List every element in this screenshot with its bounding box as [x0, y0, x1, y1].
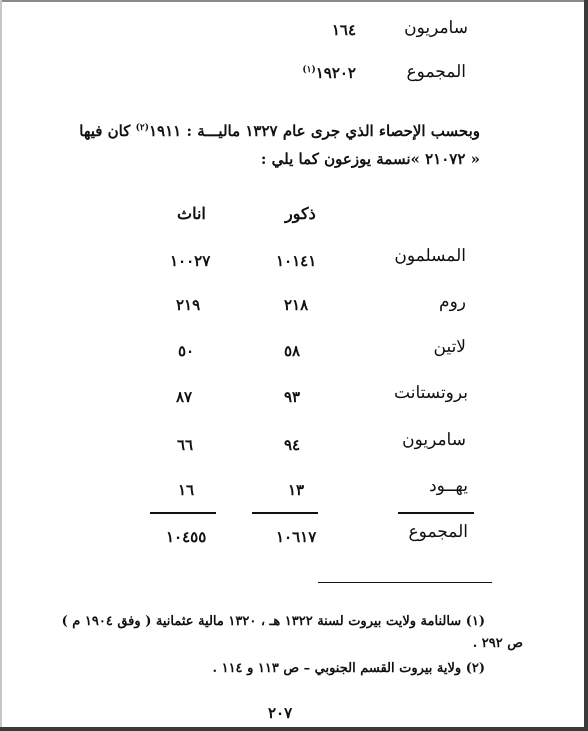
paragraph-footnote-ref: (٢): [135, 123, 149, 133]
top-samaritans-label: سامريون: [404, 18, 468, 38]
males-sum-rule: [252, 512, 318, 514]
row-label-jews: يهــود: [429, 476, 468, 496]
paragraph-line1: [79, 122, 480, 140]
top-total-label: المجموع: [406, 62, 466, 82]
row-females-greek: ٢١٩: [176, 296, 201, 314]
page-frame-top: [0, 0, 588, 2]
page-frame-right: [584, 0, 588, 731]
top-samaritans-value: ١٦٤: [331, 21, 356, 39]
total-label: المجموع: [408, 522, 468, 542]
label-sum-rule: [398, 512, 474, 514]
row-label-samaritans: سامريون: [402, 430, 466, 450]
header-males: ذكور: [285, 204, 316, 223]
header-females: اناث: [177, 204, 206, 223]
row-females-samaritans: ٦٦: [177, 436, 194, 454]
row-males-greek: ٢١٨: [284, 296, 309, 314]
row-label-latin: لاتين: [433, 337, 466, 357]
top-total-value: [302, 64, 356, 82]
page-number: ٢٠٧: [268, 704, 293, 722]
row-label-greek: روم: [439, 292, 466, 312]
paragraph-line1-post: كان فيها: [79, 122, 136, 140]
row-males-jews: ١٣: [288, 481, 305, 499]
row-females-protestants: ٨٧: [176, 388, 193, 406]
total-females: ١٠٤٥٥: [166, 528, 207, 546]
row-females-jews: ١٦: [178, 481, 195, 499]
page-frame-bottom: [0, 727, 588, 731]
row-label-muslims: المسلمون: [394, 246, 466, 266]
footnote-separator: [318, 582, 492, 583]
paragraph-line1-pre: وبحسب الإحصاء الذي جرى عام ١٣٢٧ ماليـــة : ١٩١١: [148, 122, 480, 140]
row-males-latin: ٥٨: [284, 342, 301, 360]
total-males: ١٠٦١٧: [276, 528, 317, 546]
row-females-muslims: ١٠٠٢٧: [170, 252, 211, 270]
females-sum-rule: [150, 512, 216, 514]
page-frame-left: [0, 0, 2, 731]
footnote-2: (٢) ولاية بيروت القسم الجنوبي – ص ١١٣ و ١١٤ .: [212, 661, 485, 676]
row-label-protestants: بروتستانت: [394, 383, 468, 403]
footnote-1-line2: ص ٢٩٢ .: [472, 636, 523, 651]
top-total-number: ١٩٢٠٢: [315, 64, 356, 82]
row-males-samaritans: ٩٤: [284, 436, 301, 454]
paragraph-line2: « ٢١٠٧٢ »نسمة يوزعون كما يلي :: [260, 150, 480, 168]
row-females-latin: ٥٠: [178, 342, 195, 360]
row-males-protestants: ٩٣: [284, 388, 301, 406]
footnote-1-line1: (١) سالنامة ولايت بيروت لسنة ١٣٢٢ هـ ، ١٣٢٠ مالية عثمانية ( وفق ١٩٠٤ م ): [61, 614, 485, 629]
top-total-footnote-ref: (١): [302, 65, 316, 75]
row-males-muslims: ١٠١٤١: [276, 252, 317, 270]
